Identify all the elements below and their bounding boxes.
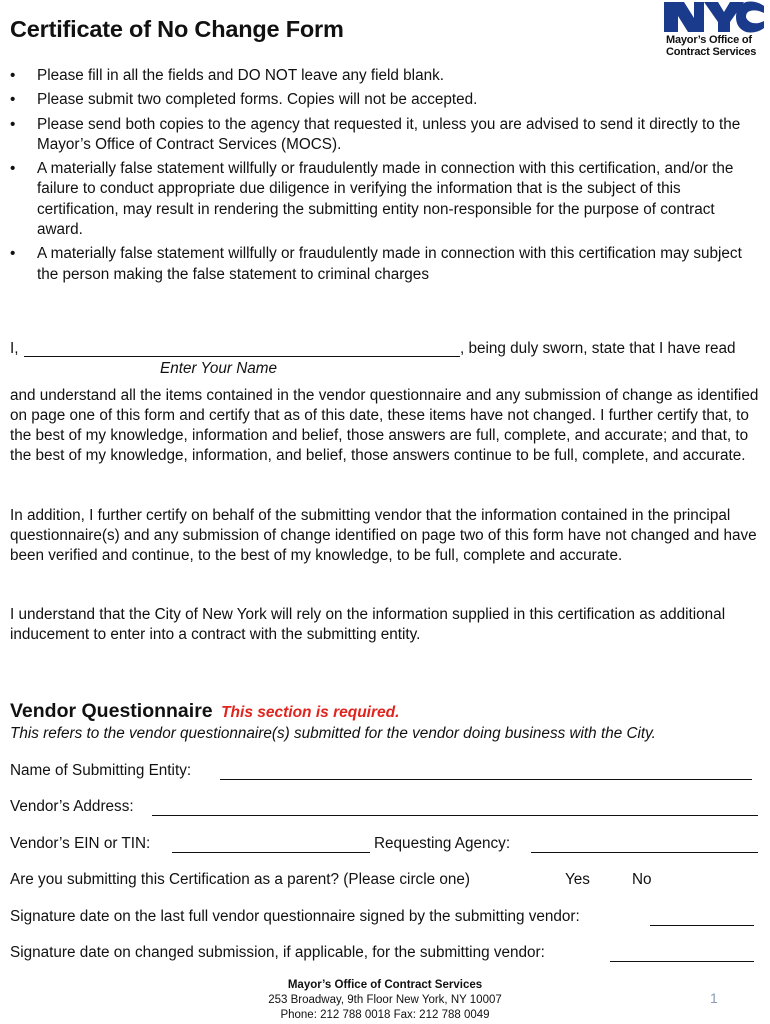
certification-paragraph: and understand all the items contained in the vendor questionnaire and any submission of change as identified on page one of this form and certify that as of this date, these items have not changed. I further certify that, to the best of my knowledge, information and belief, those answers are full, complete, and accurate; and that, to the best of my knowledge, information, and belief, those answers continue to be full, complete, and accurate. [10,387,759,464]
signature-date-changed-label: Signature date on changed submission, if applicable, for the submitting vendor: [10,944,545,961]
nyc-logo-mark [662,0,766,34]
instruction-item [10,90,755,110]
instruction-item [10,159,755,240]
instruction-text: Please send both copies to the agency that requested it, unless you are advised to send it directly to the Mayor’s Office of Contract Services (MOCS). [37,115,741,153]
sworn-statement [10,340,760,362]
signature-date-full-row [10,908,760,930]
signature-date-changed-field[interactable] [610,961,754,962]
name-field[interactable] [24,356,460,357]
vendor-section-header [10,700,399,723]
certification-paragraph: I understand that the City of New York will rely on the information supplied in this certification as additional inducement to enter into a contract with the submitting entity. [10,606,726,643]
bullet-dot: • [10,91,16,109]
page-footer [0,978,770,1023]
instruction-item [10,115,755,156]
vendor-address-label: Vendor’s Address: [10,798,134,815]
signature-date-full-field[interactable] [650,925,754,926]
certification-paragraph: In addition, I further certify on behalf of the submitting vendor that the information contained in the principal questionnaire(s) and any submission of change identified on page two of this form have not changed and have been verified and continue, to the best of my knowledge, to be full, complete and accurate. [10,507,757,564]
ein-label: Vendor’s EIN or TIN: [10,835,151,852]
ein-field[interactable] [172,852,370,853]
footer-office: Mayor’s Office of Contract Services [287,979,483,991]
sworn-suffix: , being duly sworn, state that I have read [460,340,736,357]
logo-caption-line2: Contract Services [666,46,757,58]
instruction-text: Please submit two completed forms. Copies will not be accepted. [37,91,478,109]
vendor-section-subtitle: This refers to the vendor questionnaire(s) submitted for the vendor doing business with the City. [10,725,656,742]
bullet-dot: • [10,67,16,84]
logo-caption-line1: Mayor’s Office of [666,34,752,46]
name-field-hint: Enter Your Name [160,360,278,377]
instruction-item [10,66,755,86]
agency-field[interactable] [531,852,758,853]
vendor-address-row [10,798,760,820]
parent-no-option[interactable]: No [632,871,652,888]
footer-phone: Phone: 212 788 0018 Fax: 212 788 0049 [280,1009,490,1021]
sworn-prefix: I, [10,340,19,357]
parent-yes-option[interactable]: Yes [565,871,590,888]
signature-date-changed-row [10,944,760,966]
signature-date-full-label: Signature date on the last full vendor questionnaire signed by the submitting vendor: [10,908,580,925]
ein-agency-row [10,835,760,857]
bullet-dot: • [10,115,16,133]
instruction-item [10,244,755,285]
entity-name-field[interactable] [220,779,752,780]
entity-name-label: Name of Submitting Entity: [10,762,192,779]
page-title: Certificate of No Change Form [10,16,344,42]
instruction-text: Please fill in all the fields and DO NOT leave any field blank. [37,67,444,84]
vendor-address-field[interactable] [152,815,758,816]
nyc-logo [662,0,766,58]
entity-name-row [10,762,760,784]
agency-label: Requesting Agency: [374,835,511,852]
page-number: 1 [710,990,718,1006]
footer-address: 253 Broadway, 9th Floor New York, NY 10007 [268,994,502,1006]
instruction-list [10,66,755,289]
required-note: This section is required. [221,704,400,721]
bullet-dot: • [10,160,16,178]
parent-question: Are you submitting this Certification as a parent? (Please circle one) [10,871,470,888]
instruction-text: A materially false statement willfully or fraudulently made in connection with this certification may subject the person making the false statement to criminal charges [37,245,742,283]
instruction-text: A materially false statement willfully or fraudulently made in connection with this certification, and/or the failure to conduct appropriate due diligence in verifying the information that is the subject of this certification, may result in rendering the submitting entity non-responsible for the purpose of contract award. [37,160,734,239]
parent-row [10,871,760,893]
bullet-dot: • [10,245,16,263]
vendor-section-title: Vendor Questionnaire [10,700,213,722]
